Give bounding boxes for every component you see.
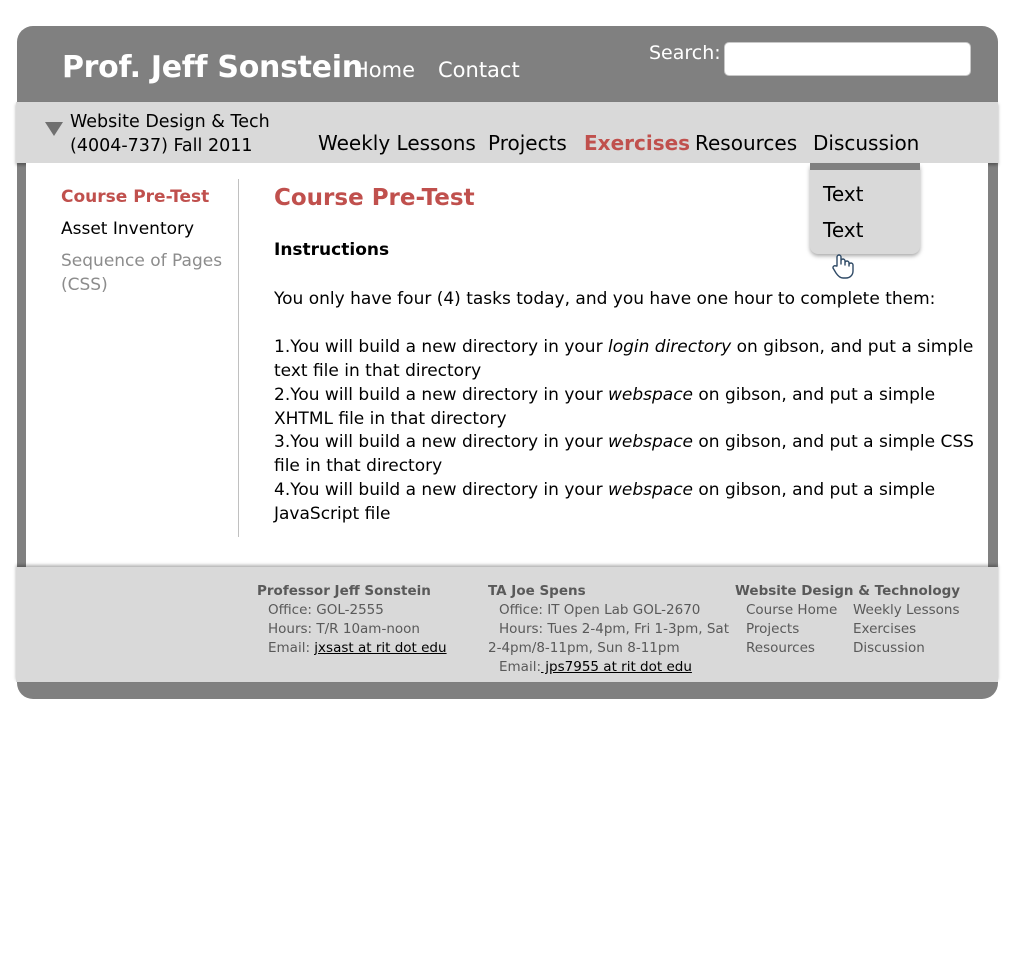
nav-projects[interactable]: Projects	[488, 131, 567, 155]
task-1-suffix: on gibson, and put a simple text file in that directory	[274, 337, 974, 381]
footer-professor-heading: Professor Jeff Sonstein	[257, 583, 431, 599]
footer-ta-heading: TA Joe Spens	[488, 583, 586, 599]
nav-resources[interactable]: Resources	[695, 131, 798, 155]
footer-link-exercises[interactable]: Exercises	[853, 621, 917, 637]
dropdown-item[interactable]: Text	[823, 182, 864, 206]
ta-email-link[interactable]: jps7955 at rit dot edu	[541, 659, 692, 675]
task-1	[274, 335, 974, 383]
task-2-emphasis: webspace	[607, 385, 693, 405]
nav-exercises[interactable]: Exercises	[584, 131, 691, 155]
task-1-prefix: 1.You will build a new directory in your	[274, 337, 608, 357]
task-2-suffix: on gibson, and put a simple XHTML file in that directory	[274, 385, 936, 429]
professor-email-link[interactable]: jxsast at rit dot edu	[314, 640, 447, 656]
task-3-suffix: on gibson, and put a simple CSS file in that directory	[274, 432, 974, 476]
sidebar-divider	[238, 179, 239, 537]
task-3-prefix: 3.You will build a new directory in your	[274, 432, 608, 452]
task-4-suffix: on gibson, and put a simple JavaScript file	[274, 480, 936, 524]
sidebar-item-sequence-line1: Sequence of Pages	[61, 251, 223, 271]
footer-ta-office: Office: IT Open Lab GOL-2670	[499, 602, 701, 618]
intro-text: You only have four (4) tasks today, and you have one hour to complete them:	[274, 289, 936, 309]
course-name	[70, 110, 270, 158]
sidebar-item-sequence-of-pages[interactable]	[61, 249, 222, 297]
footer-ta-hours-line1: Hours: Tues 2-4pm, Fri 1-3pm, Sat	[499, 621, 729, 637]
site-title[interactable]: Prof. Jeff Sonstein	[62, 50, 363, 85]
footer-professor-email	[268, 639, 447, 658]
footer-ta-email	[499, 658, 692, 677]
task-4-emphasis: webspace	[607, 480, 693, 500]
search-input[interactable]	[724, 42, 971, 76]
course-name-line2: (4004-737) Fall 2011	[70, 136, 253, 156]
nav-discussion[interactable]: Discussion	[813, 131, 920, 155]
footer-professor-email-label: Email:	[268, 640, 315, 656]
sidebar-item-course-pre-test[interactable]: Course Pre-Test	[61, 187, 210, 207]
instructions-heading: Instructions	[274, 240, 390, 260]
task-2	[274, 383, 974, 431]
footer-site-heading: Website Design & Technology	[735, 583, 961, 599]
footer-link-course-home[interactable]: Course Home	[746, 602, 838, 618]
top-link-home[interactable]: Home	[353, 58, 416, 82]
task-2-prefix: 2.You will build a new directory in your	[274, 385, 608, 405]
dropdown-item[interactable]: Text	[823, 218, 864, 242]
nav-weekly-lessons[interactable]: Weekly Lessons	[318, 131, 476, 155]
course-name-line1: Website Design & Tech	[70, 112, 270, 132]
footer-ta-email-label: Email:	[499, 659, 542, 675]
collapse-triangle-icon[interactable]	[45, 122, 63, 136]
task-4-prefix: 4.You will build a new directory in your	[274, 480, 608, 500]
dropdown-highlight-bar	[810, 163, 920, 170]
task-3-emphasis: webspace	[607, 432, 693, 452]
task-3	[274, 430, 974, 478]
footer-link-discussion[interactable]: Discussion	[853, 640, 925, 656]
page-title: Course Pre-Test	[274, 185, 475, 211]
footer-link-projects[interactable]: Projects	[746, 621, 800, 637]
sidebar-item-asset-inventory[interactable]: Asset Inventory	[61, 219, 195, 239]
footer-professor-hours: Hours: T/R 10am-noon	[268, 621, 420, 637]
top-link-contact[interactable]: Contact	[438, 58, 520, 82]
hand-cursor-icon	[828, 252, 856, 280]
task-4	[274, 478, 974, 526]
footer-link-weekly-lessons[interactable]: Weekly Lessons	[853, 602, 960, 618]
task-1-emphasis: login directory	[607, 337, 732, 357]
search-label: Search:	[649, 42, 721, 64]
footer-link-resources[interactable]: Resources	[746, 640, 815, 656]
footer-ta-hours-line2: 2-4pm/8-11pm, Sun 8-11pm	[488, 640, 680, 656]
footer-professor-office: Office: GOL-2555	[268, 602, 384, 618]
sidebar-item-sequence-line2: (CSS)	[61, 275, 108, 295]
